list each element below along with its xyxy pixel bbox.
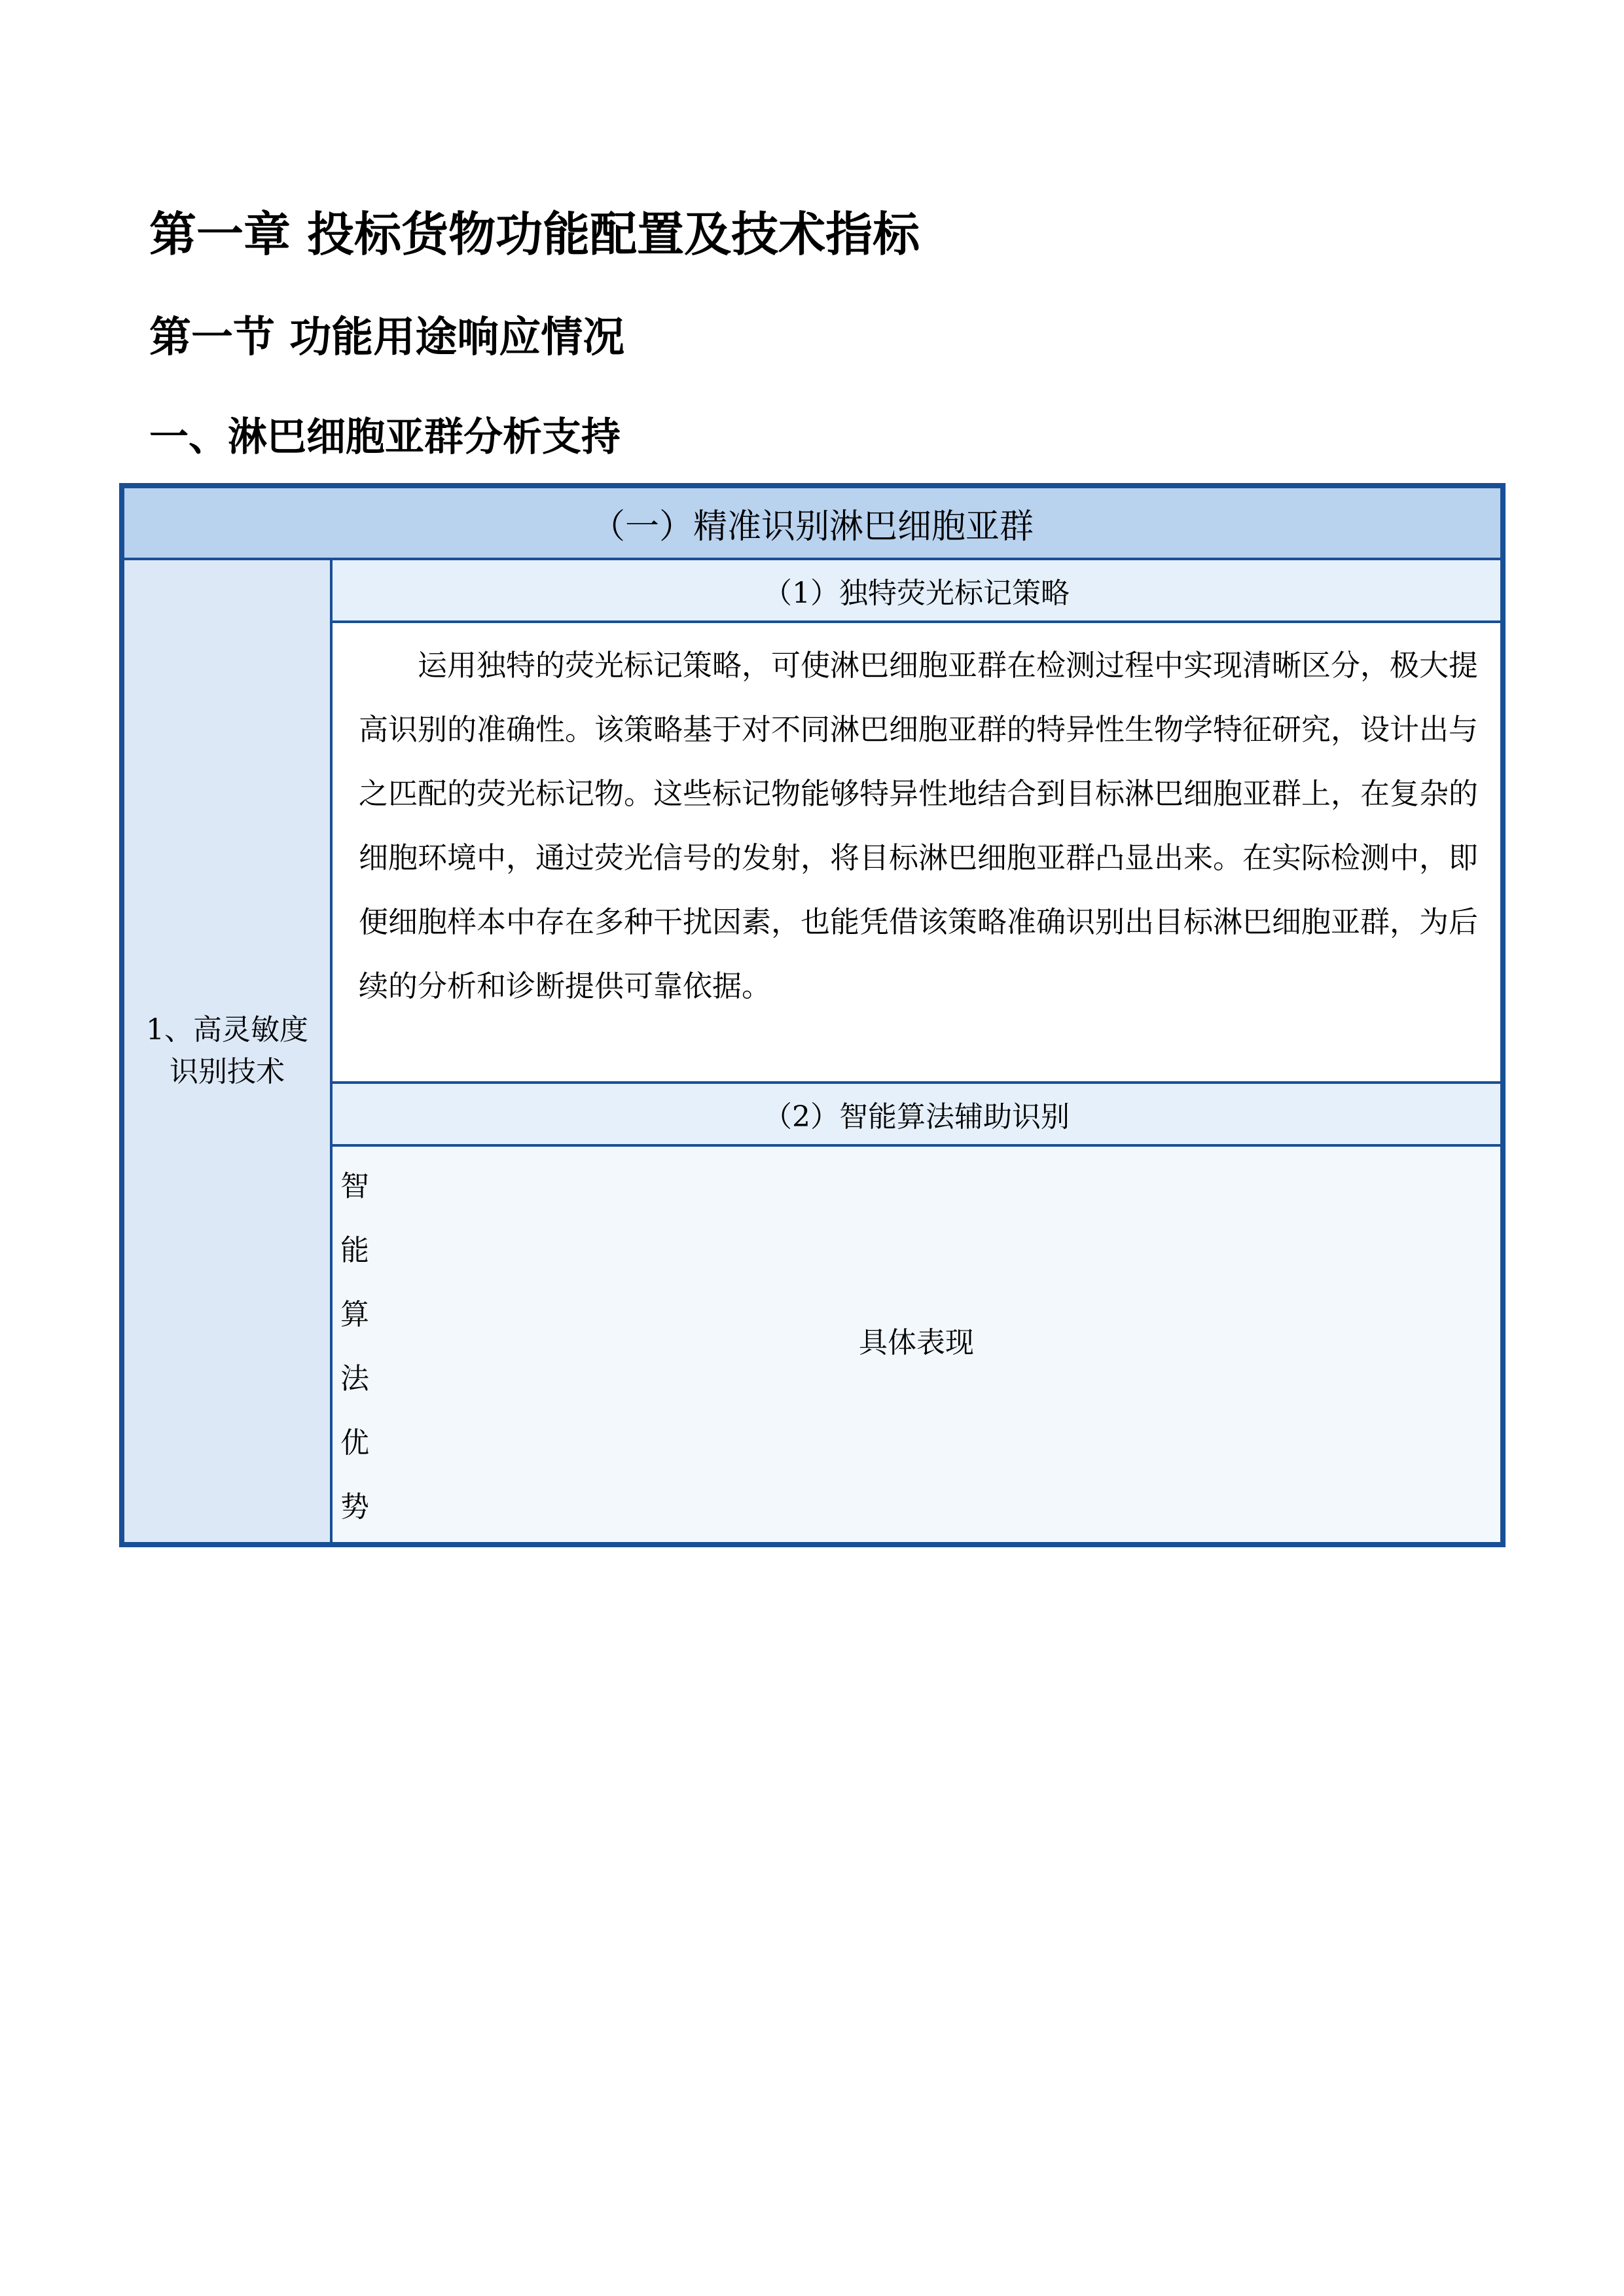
item1-body-cell <box>333 623 1500 1084</box>
item1-header: （1）独特荧光标记策略 <box>333 560 1500 623</box>
item2-detail-cell <box>333 1147 1500 1542</box>
section-title: 第一节 功能用途响应情况 <box>149 314 625 362</box>
item1-body-text: 运用独特的荧光标记策略，可使淋巴细胞亚群在检测过程中实现清晰区分，极大提高识别的准确性。该策略基于对不同淋巴细胞亚群的特异性生物学特征研究，设计出与之匹配的荧光标记物。这些标记物能够特异性地结合到目标淋巴细胞亚群上，在复杂的细胞环境中，通过荧光信号的发射，将目标淋巴细胞亚群凸显出来。在实际检测中，即便细胞样本中存在多种干扰因素，也能凭借该策略准确识别出目标淋巴细胞亚群，为后续的分析和诊断提供可靠依据。 <box>359 648 1479 1003</box>
left-category-text: 1、高灵敏度识别技术 <box>146 1013 308 1088</box>
table-title: （一）精准识别淋巴细胞亚群 <box>124 488 1500 560</box>
item2-vertical-label: 智能算法优势 <box>340 1170 369 1524</box>
item2-header: （2）智能算法辅助识别 <box>333 1084 1500 1147</box>
feature-table <box>119 483 1506 1547</box>
subsection-title: 一、淋巴细胞亚群分析支持 <box>149 414 621 460</box>
chapter-title: 第一章 投标货物功能配置及技术指标 <box>149 207 920 262</box>
item2-detail-label: 具体表现 <box>859 1326 974 1359</box>
left-category-label <box>124 560 333 1542</box>
